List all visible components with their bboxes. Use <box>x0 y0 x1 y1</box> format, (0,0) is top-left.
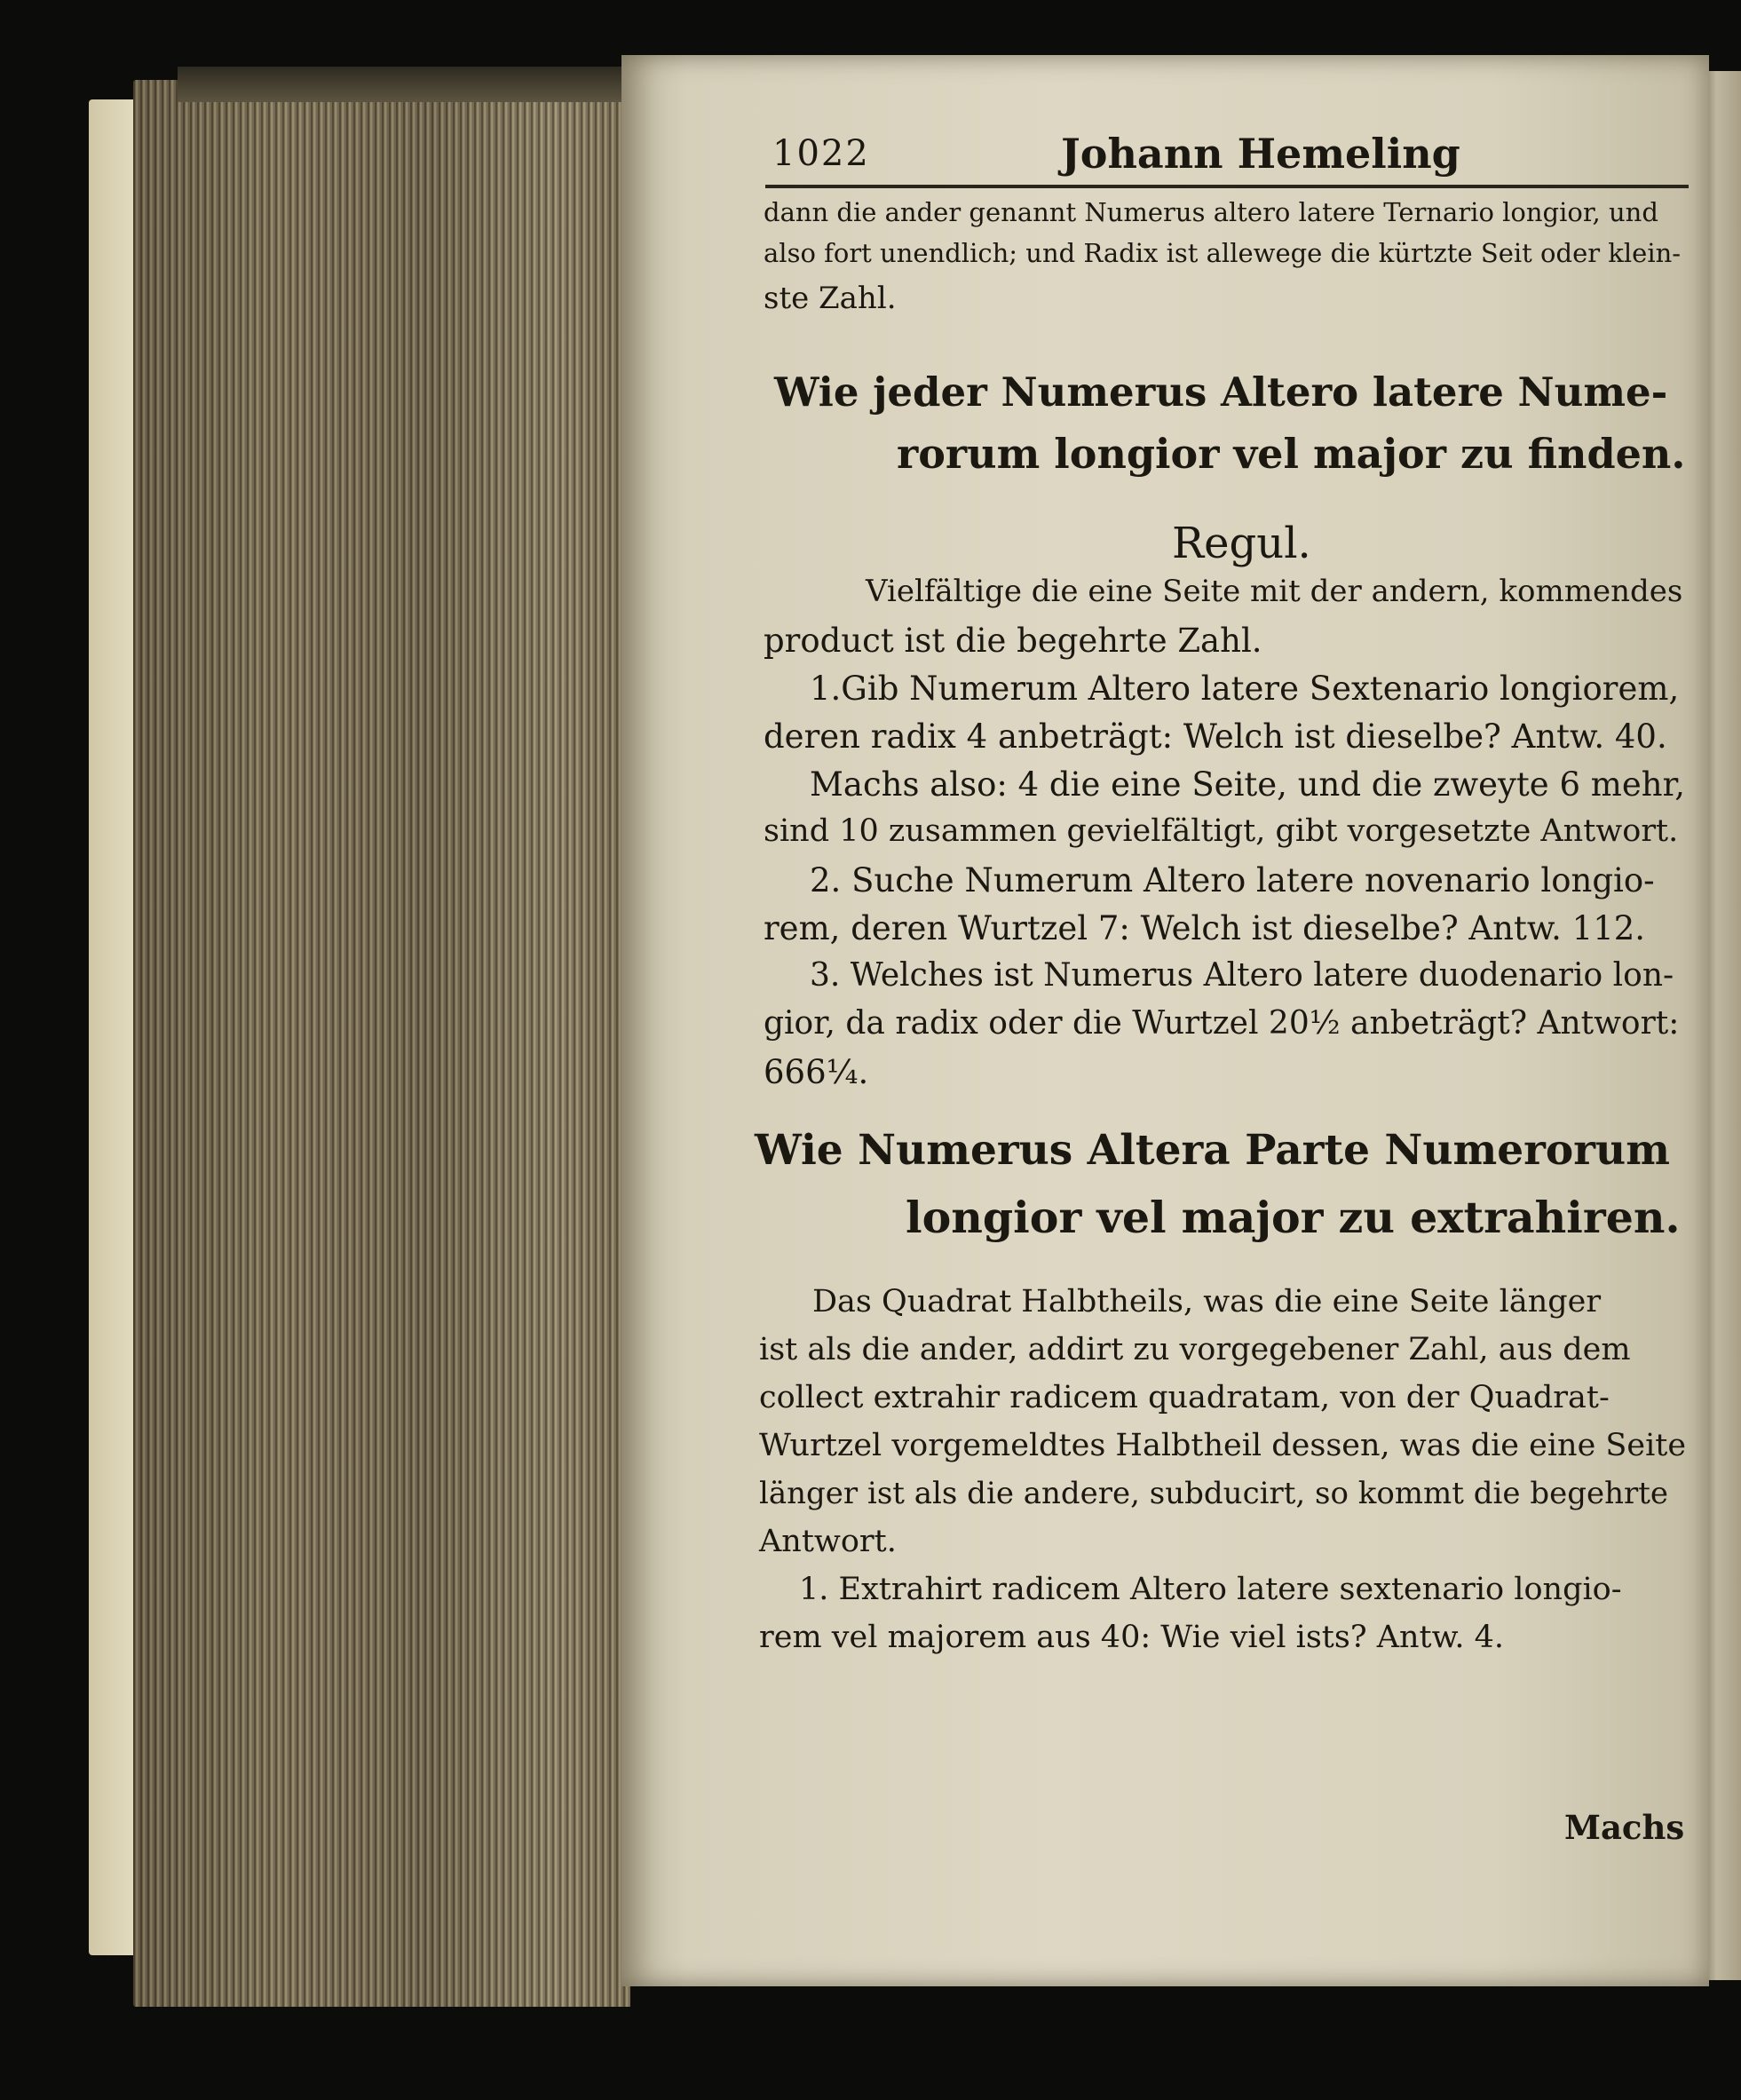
section2-heading-line1: Wie Numerus Altera Parte Numerorum <box>755 1126 1670 1175</box>
running-head: Johann Hemeling <box>1061 130 1460 178</box>
intro-line: also fort unendlich; und Radix ist allewege die kürtzte Seit oder klein- <box>764 238 1682 268</box>
section1-line: sind 10 zusammen gevielfältigt, gibt vorgesetzte Antwort. <box>764 813 1679 849</box>
section1-heading-line2: rorum longior vel major zu finden. <box>897 430 1686 478</box>
section1-line: Machs also: 4 die eine Seite, und die zweyte 6 mehr, <box>810 765 1685 804</box>
section2-line: Wurtzel vorgemeldtes Halbtheil dessen, was die eine Seite <box>759 1428 1687 1463</box>
section1-heading-line1: Wie jeder Numerus Altero latere Nume- <box>774 368 1668 416</box>
section2-line: Antwort. <box>759 1524 897 1559</box>
page-edges-top-shadow <box>178 67 621 102</box>
section2-line: länger ist als die andere, subducirt, so kommt die begehrte <box>759 1476 1669 1511</box>
section2-line: 1. Extrahirt radicem Altero latere sextenario longio- <box>799 1572 1622 1607</box>
section1-line: 3. Welches ist Numerus Altero latere duodenario lon- <box>810 957 1674 994</box>
section1-line: 666¼. <box>764 1053 869 1091</box>
page-edges <box>133 80 630 2007</box>
intro-line: dann die ander genannt Numerus altero latere Ternario longior, und <box>764 197 1658 227</box>
section2-line: ist als die ander, addirt zu vorgegebener Zahl, aus dem <box>759 1332 1631 1367</box>
rule-title: Regul. <box>1172 519 1311 568</box>
section1-line: product ist die begehrte Zahl. <box>764 622 1262 660</box>
section1-line: deren radix 4 anbeträgt: Welch ist dieselbe? Antw. 40. <box>764 717 1667 756</box>
catchword: Machs <box>1564 1808 1685 1847</box>
section1-line: gior, da radix oder die Wurtzel 20½ anbeträgt? Antwort: <box>764 1005 1680 1042</box>
section1-line: 1.Gib Numerum Altero latere Sextenario longiorem, <box>810 670 1680 708</box>
section2-line: rem vel majorem aus 40: Wie viel ists? Antw. 4. <box>759 1620 1505 1655</box>
section1-line: Vielfältige die eine Seite mit der andern, kommendes <box>866 574 1683 609</box>
section2-heading-line2: longior vel major zu extrahiren. <box>906 1192 1681 1243</box>
section1-line: 2. Suche Numerum Altero latere novenario longio- <box>810 861 1655 899</box>
section2-line: collect extrahir radicem quadratam, von der Quadrat- <box>759 1380 1610 1415</box>
page-number: 1022 <box>772 133 870 174</box>
section2-line: Das Quadrat Halbtheils, was die eine Seite länger <box>812 1284 1602 1319</box>
intro-line: ste Zahl. <box>764 281 897 316</box>
section1-line: rem, deren Wurtzel 7: Welch ist dieselbe? Antw. 112. <box>764 909 1646 947</box>
header-rule <box>765 185 1689 188</box>
